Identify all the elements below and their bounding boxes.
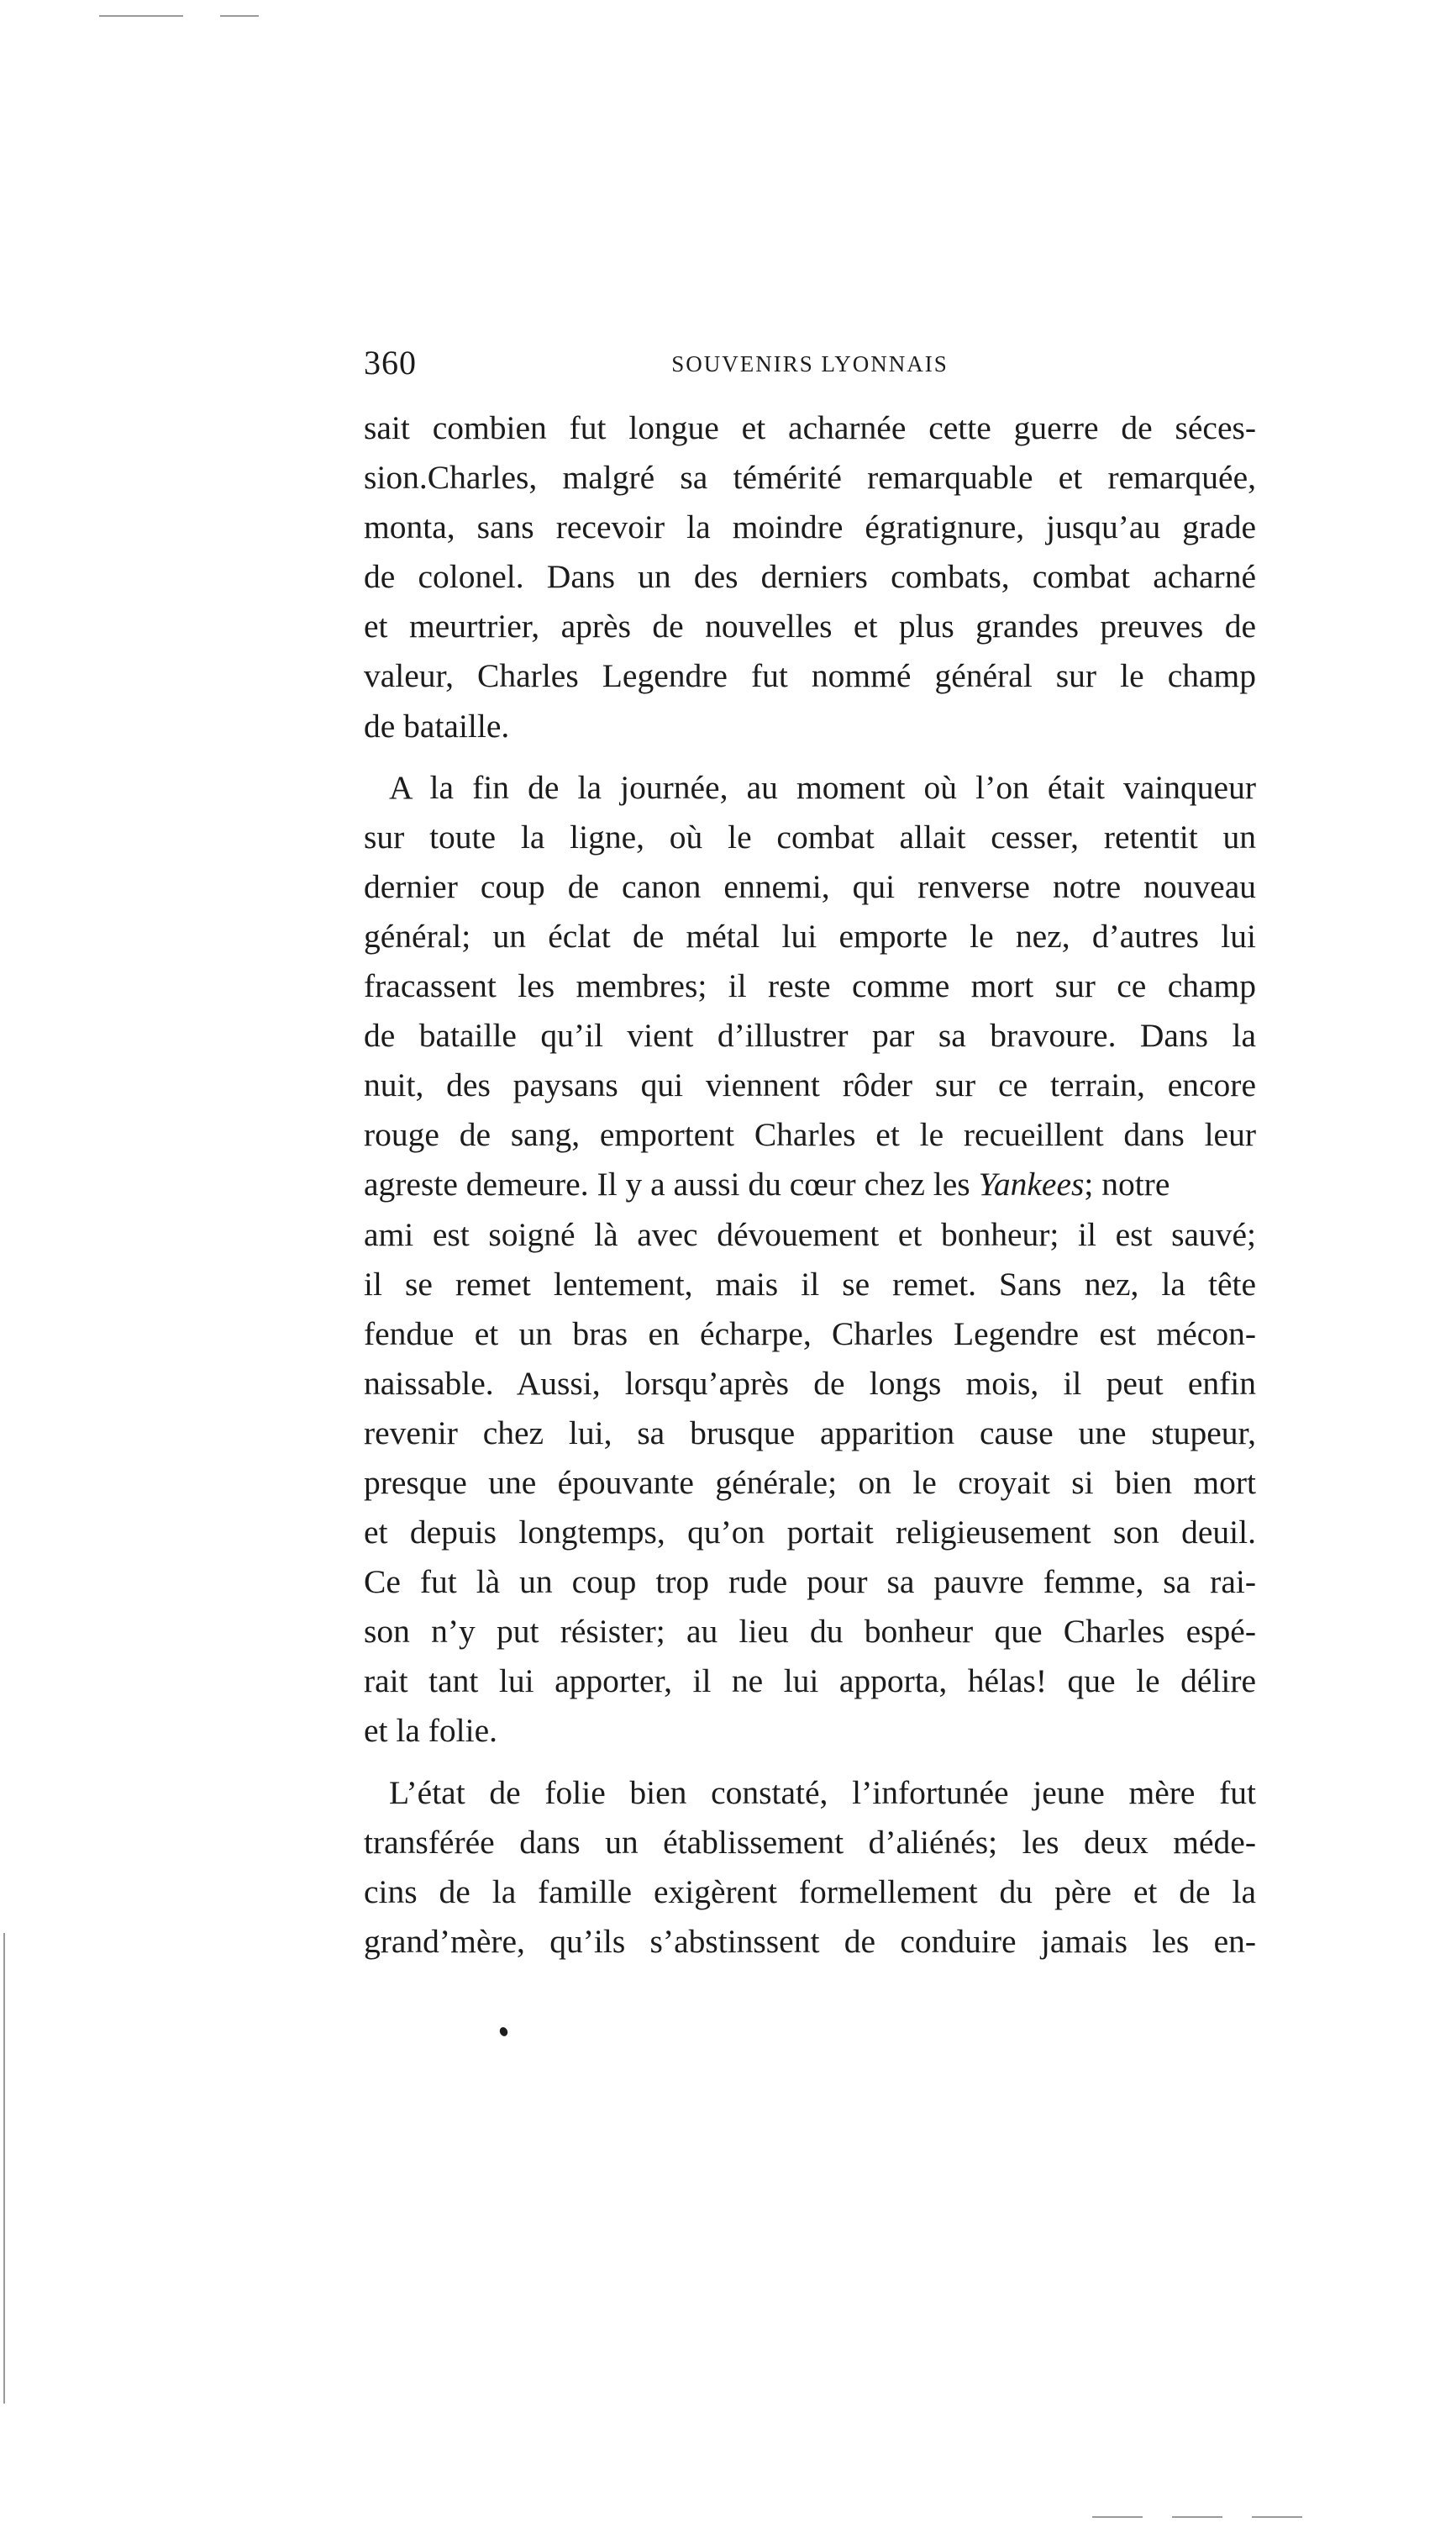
scan-edge-mark-top	[220, 15, 259, 17]
text-line: rait tant lui apporter, il ne lui apporta, hélas! que le délire	[364, 1662, 1256, 1700]
text-line: nuit, des paysans qui viennent rôder sur ce terrain, encore	[364, 1066, 1256, 1104]
scan-edge-mark-top	[99, 15, 183, 17]
italic-word: Yankees	[978, 1166, 1085, 1203]
paragraph	[364, 1768, 1256, 1967]
running-head: SOUVENIRS LYONNAIS	[671, 351, 949, 377]
text-line: et meurtrier, après de nouvelles et plus grandes preuves de	[364, 608, 1256, 645]
scan-edge-mark-bottom	[1252, 2516, 1302, 2518]
page-number: 360	[364, 344, 417, 382]
paragraph	[364, 763, 1256, 1756]
text-line-with-italic	[364, 1160, 1256, 1209]
text-line: Ce fut là un coup trop rude pour sa pauvre femme, sa rai-	[364, 1563, 1256, 1601]
text-line: revenir chez lui, sa brusque apparition cause une stupeur,	[364, 1414, 1256, 1451]
scan-edge-mark-bottom	[1092, 2516, 1143, 2518]
text-line: monta, sans recevoir la moindre égratignure, jusqu’au grade	[364, 508, 1256, 546]
text-segment: agreste demeure. Il y a aussi du cœur chez les	[364, 1166, 979, 1203]
text-line: fracassent les membres; il reste comme mort sur ce champ	[364, 967, 1256, 1005]
text-line: presque une épouvante générale; on le croyait si bien mort	[364, 1463, 1256, 1501]
text-line: sait combien fut longue et acharnée cette guerre de séces-	[364, 409, 1256, 446]
text-line: son n’y put résister; au lieu du bonheur que Charles espé-	[364, 1613, 1256, 1651]
text-segment: ; notre	[1084, 1166, 1170, 1203]
text-line: dernier coup de canon ennemi, qui renverse notre nouveau	[364, 867, 1256, 905]
text-line: rouge de sang, emportent Charles et le recueillent dans leur	[364, 1116, 1256, 1154]
text-line: de bataille qu’il vient d’illustrer par sa bravoure. Dans la	[364, 1017, 1256, 1055]
text-line: sion.Charles, malgré sa témérité remarquable et remarquée,	[364, 459, 1256, 497]
text-line: valeur, Charles Legendre fut nommé général sur le champ	[364, 657, 1256, 695]
text-line: et la folie.	[364, 1712, 498, 1750]
text-line: de colonel. Dans un des derniers combats, combat acharné	[364, 558, 1256, 596]
text-line: naissable. Aussi, lorsqu’après de longs mois, il peut enfin	[364, 1364, 1256, 1402]
scan-edge-mark-bottom	[1172, 2516, 1222, 2518]
text-line: grand’mère, qu’ils s’abstinssent de conduire jamais les en-	[364, 1922, 1256, 1960]
text-line: il se remet lentement, mais il se remet. Sans nez, la tête	[364, 1265, 1256, 1303]
text-line: A la fin de la journée, au moment où l’on était vainqueur	[389, 768, 1256, 806]
text-line: L’état de folie bien constaté, l’infortunée jeune mère fut	[389, 1773, 1256, 1811]
text-line: transférée dans un établissement d’aliénés; les deux méde-	[364, 1823, 1256, 1861]
paragraph	[364, 403, 1256, 751]
text-line: sur toute la ligne, où le combat allait cesser, retentit un	[364, 818, 1256, 856]
text-line: ami est soigné là avec dévouement et bonheur; il est sauvé;	[364, 1215, 1256, 1253]
text-line: de bataille.	[364, 707, 510, 745]
scan-edge-mark-left	[3, 1933, 5, 2404]
text-line: général; un éclat de métal lui emporte le nez, d’autres lui	[364, 917, 1256, 955]
text-line: fendue et un bras en écharpe, Charles Legendre est mécon-	[364, 1314, 1256, 1352]
ink-speck	[498, 2026, 509, 2038]
page-header	[364, 343, 1256, 393]
text-line: et depuis longtemps, qu’on portait religieusement son deuil.	[364, 1514, 1256, 1551]
text-line: cins de la famille exigèrent formellement du père et de la	[364, 1872, 1256, 1910]
body-text	[364, 403, 1256, 1967]
